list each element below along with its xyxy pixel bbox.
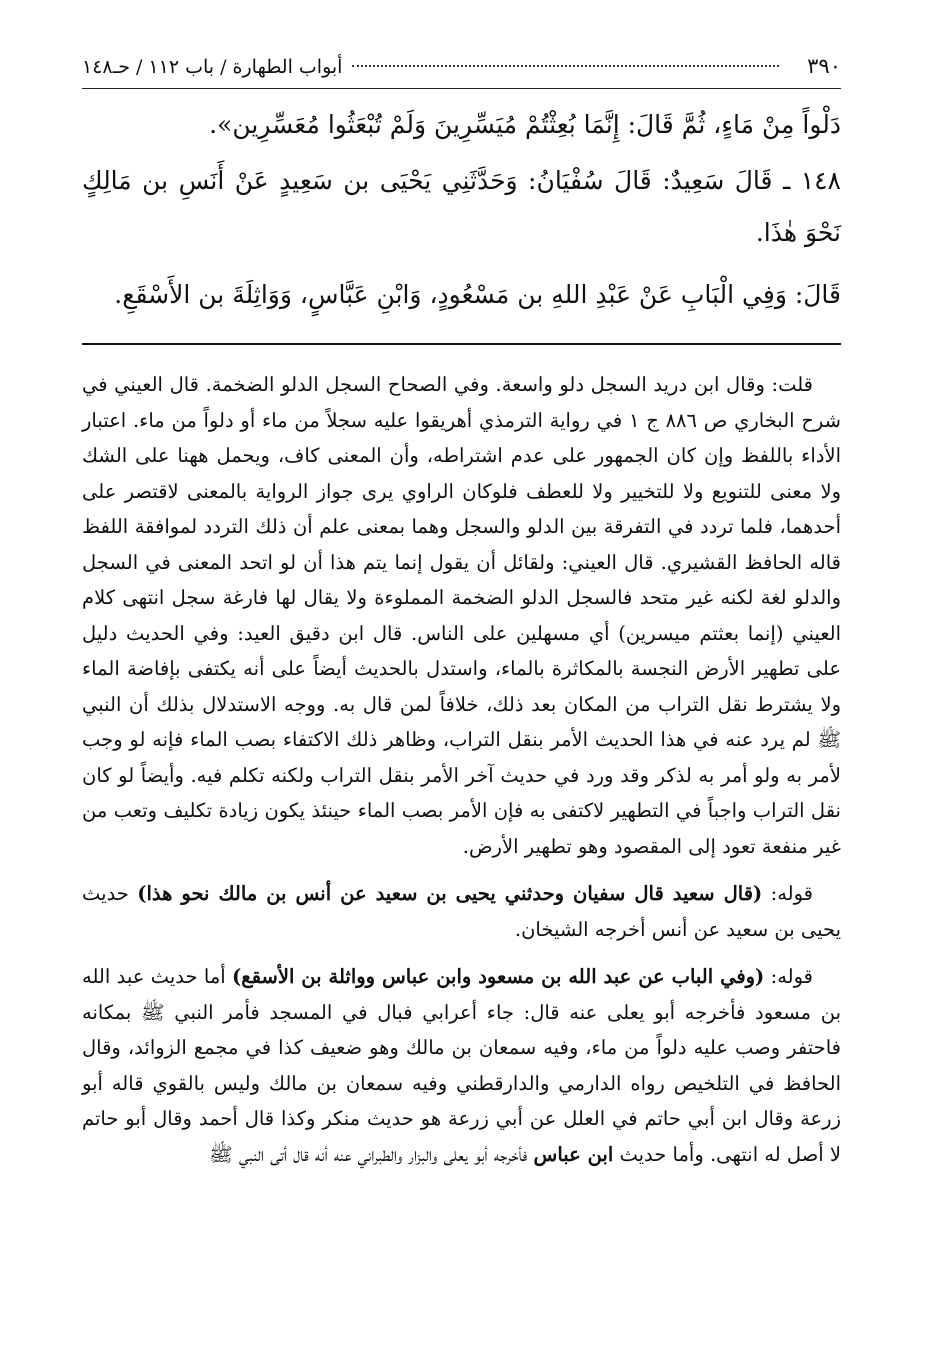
commentary-paragraph-1 (82, 367, 841, 864)
hadith-continuation: دَلْواً مِنْ مَاءٍ، ثُمَّ قَالَ: إِنَّمَا بُعِثْتُمْ مُيَسِّرِينَ وَلَمْ تُبْعَثُوا مُعَسِّرِين». (209, 110, 841, 139)
commentary-text: فأخرجه أبو يعلى والبزار والطبراني عنه أنه قال أتى النبي ﷺ (209, 1142, 528, 1166)
bab-statement: قَالَ: وَفِي الْبَابِ عَنْ عَبْدِ اللهِ بن مَسْعُودٍ، وَابْنِ عَبَّاسٍ، وَوَاثِلَةَ بن الأَسْقَعِ. (114, 280, 841, 309)
ibn-abbas-heading: ابن عباس (533, 1142, 614, 1166)
commentary-text: حديث يحيى بن سعيد عن أنس أخرجه الشيخان. (82, 882, 841, 941)
commentary (82, 367, 841, 1172)
hadith-text (82, 99, 841, 321)
hadith-isnad: قَالَ سَعِيدٌ: قَالَ سُفْيَانُ: وَحَدَّثَنِي يَحْيَى بن سَعِيدٍ عَنْ أَنَسِ بن مَالِكٍ نَحْوَ هٰذَا. (82, 166, 841, 247)
commentary-paragraph-3 (82, 959, 841, 1172)
quoted-bab: (وفي الباب عن عبد الله بن مسعود وابن عباس وواثلة بن الأسقع) (232, 965, 765, 988)
commentary-text: قلت: وقال ابن دريد السجل دلو واسعة. وفي الصحاح السجل الدلو الضخمة. قال العيني في شرح البخاري ص ٨٨٦ ج ١ في رواية الترمذي أهريقوا عليه سجلاً من ماء أو دلواً من ماء. اعتبار الأداء باللفظ وإن كان الجمهور على عدم اشتراطه، وأن المعنى كاف، ويحمل ههنا على الشك ولا معنى للتنويع ولا للتخيير ولا للعطف فلوكان الراوي يرى جواز الرواية بالمعنى لاقتصر على أحدهما، فلما تردد في التفرقة بين الدلو والسجل وهما بمعنى علم أن ذلك التردد لموافقة اللفظ قاله الحافظ القشيري. قال العيني: ولقائل أن يقول إنما يتم هذا أن لو اتحد المعنى في السجل والدلو لغة لكنه غير متحد فالسجل الدلو الضخمة المملوءة ولا يقال لها فارغة سجل انتهى كلام العيني (إنما بعثتم ميسرين) أي مسهلين على الناس. قال ابن دقيق العيد: وفي الحديث دليل على تطهير الأرض النجسة بالمكاثرة بالماء، واستدل بالحديث أيضاً على أنه يكتفى بإفاضة الماء ولا يشترط نقل التراب من المكان بعد ذلك، خلافاً لمن قال به. ووجه الاستدلال بذلك أن النبي ﷺ لم يرد عنه في هذا الحديث الأمر بنقل التراب، وظاهر ذلك الاكتفاء بصب الماء فإنه لو وجب لأمر به ولو أمر به لذكر وقد ورد في حديث آخر الأمر بنقل التراب ولكنه تكلم فيه. وأيضاً لو كان نقل التراب واجباً في التطهير لاكتفى به فإن الأمر بصب الماء حينئذ يكون زيادة تكليف وتعب من غير منفعة تعود إلى المقصود وهو تطهير الأرض. (82, 373, 842, 858)
commentary-paragraph-2 (82, 876, 841, 947)
page-number: ٣٩٠ (807, 54, 841, 78)
quoted-isnad: (قال سعيد قال سفيان وحدثني يحيى بن سعيد عن أنس بن مالك نحو هذا) (137, 882, 763, 905)
running-title: أبواب الطهارة / باب ١١٢ / حـ١٤٨ (82, 56, 343, 78)
hadith-148 (82, 155, 841, 259)
header-dot-leader (352, 65, 779, 67)
qawluhu-label: قوله: (770, 965, 814, 988)
qawluhu-label: قوله: (770, 882, 814, 905)
footnote-separator (82, 343, 841, 345)
page-header (82, 54, 841, 89)
commentary-text: أما حديث عبد الله بن مسعود فأخرجه أبو يعلى عنه قال: جاء أعرابي فبال في المسجد فأمر النبي ﷺ بمكانه فاحتفر وصب عليه دلواً من ماء، وفيه سمعان بن مالك وهو ضعيف كذا في مجمع الزوائد، وقال الحافظ في التلخيص رواه الدارمي والدارقطني وفيه سمعان بن مالك وليس بالقوي قاله أبو زرعة وقال ابن أبي حاتم في العلل عن أبي زرعة هو حديث منكر وكذا قال أحمد وقال أبو حاتم لا أصل له انتهى. وأما حديث (82, 965, 841, 1166)
hadith-number: ١٤٨ ـ (782, 166, 841, 195)
